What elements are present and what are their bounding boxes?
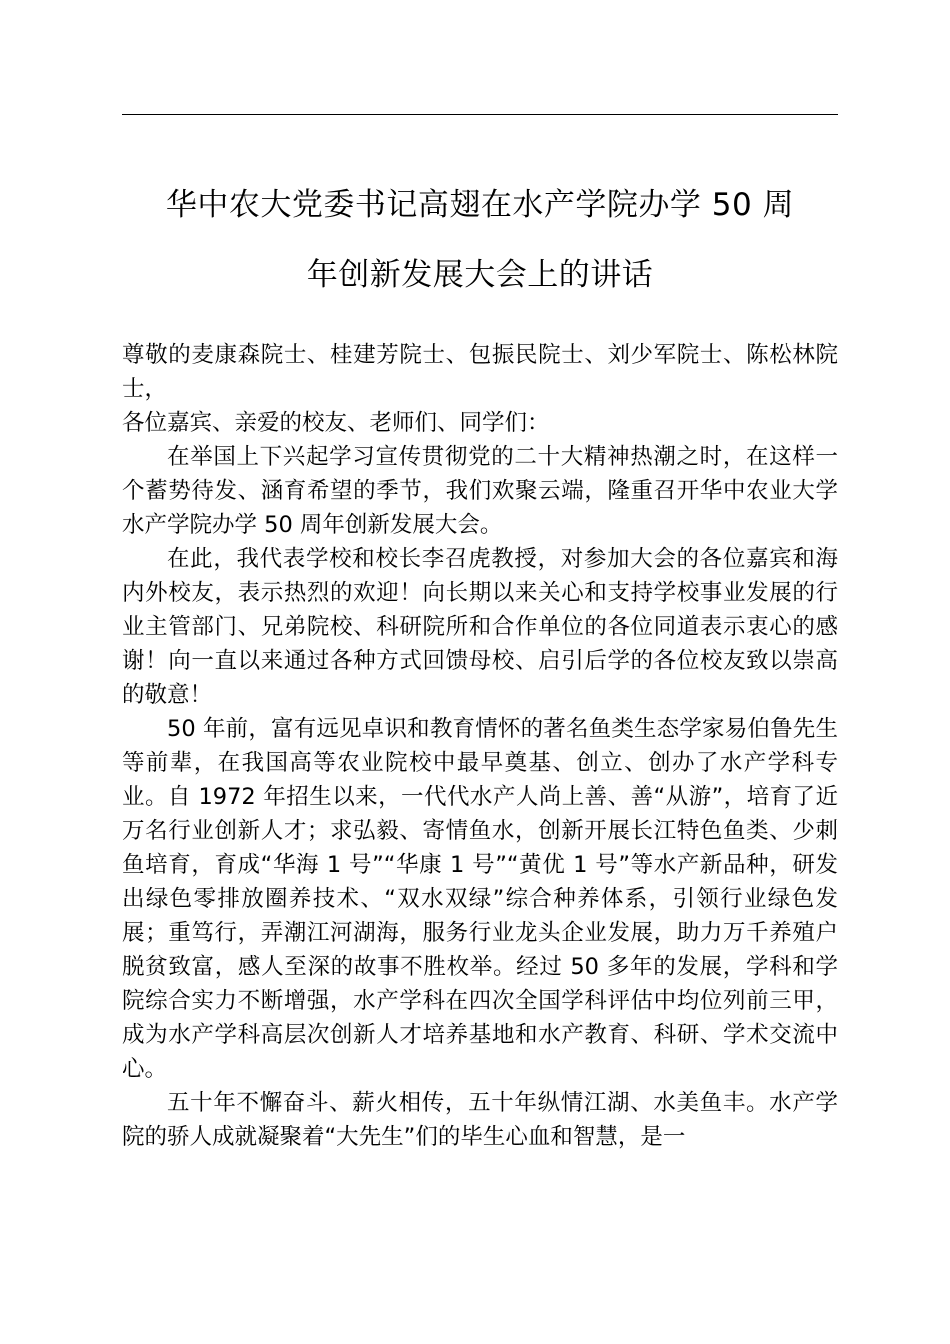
title-line-1: 华中农大党委书记高翅在水产学院办学 50 周	[165, 187, 795, 223]
document-body	[122, 338, 838, 1154]
document-title	[122, 170, 838, 310]
header-rule	[122, 114, 838, 115]
salutation-guests: 各位嘉宾、亲爱的校友、老师们、同学们：	[122, 410, 550, 436]
paragraph-history: 50 年前，富有远见卓识和教育情怀的著名鱼类生态学家易伯鲁先生等前辈，在我国高等农业院校中最早奠基、创立、创办了水产学科专业。自 1972 年招生以来，一代代水产人尚上善、善“从游”，培育了近万名行业创新人才；求弘毅、寄情鱼水，创新开展长江特色鱼类、少刺鱼培育，育成“华海 1 号”“华康 1 号”“黄优 1 号”等水产新品种，研发出绿色零排放圈养技术、“双水双绿”综合种养体系，引领行业绿色发展；重笃行，弄潮江河湖海，服务行业龙头企业发展，助力万千养殖户脱贫致富，感人至深的故事不胜枚举。经过 50 多年的发展，学科和学院综合实力不断增强，水产学科在四次全国学科评估中均位列前三甲，成为水产学科高层次创新人才培养基地和水产教育、科研、学术交流中心。	[122, 716, 838, 1082]
paragraph-opening: 在举国上下兴起学习宣传贯彻党的二十大精神热潮之时，在这样一个蓄势待发、涵育希望的季节，我们欢聚云端，隆重召开华中农业大学水产学院办学 50 周年创新发展大会。	[122, 444, 838, 538]
salutation-dignitaries: 尊敬的麦康森院士、桂建芳院士、包振民院士、刘少军院士、陈松林院士，	[122, 342, 838, 402]
paragraph-thanks: 在此，我代表学校和校长李召虎教授，对参加大会的各位嘉宾和海内外校友，表示热烈的欢迎！向长期以来关心和支持学校事业发展的行业主管部门、兄弟院校、科研院所和合作单位的各位同道表示衷心的感谢！向一直以来通过各种方式回馈母校、启引后学的各位校友致以崇高的敬意！	[122, 546, 838, 708]
paragraph-achievements: 五十年不懈奋斗、薪火相传，五十年纵情江湖、水美鱼丰。水产学院的骄人成就凝聚着“大先生”们的毕生心血和智慧，是一	[122, 1090, 838, 1150]
title-line-2: 年创新发展大会上的讲话	[306, 257, 654, 293]
